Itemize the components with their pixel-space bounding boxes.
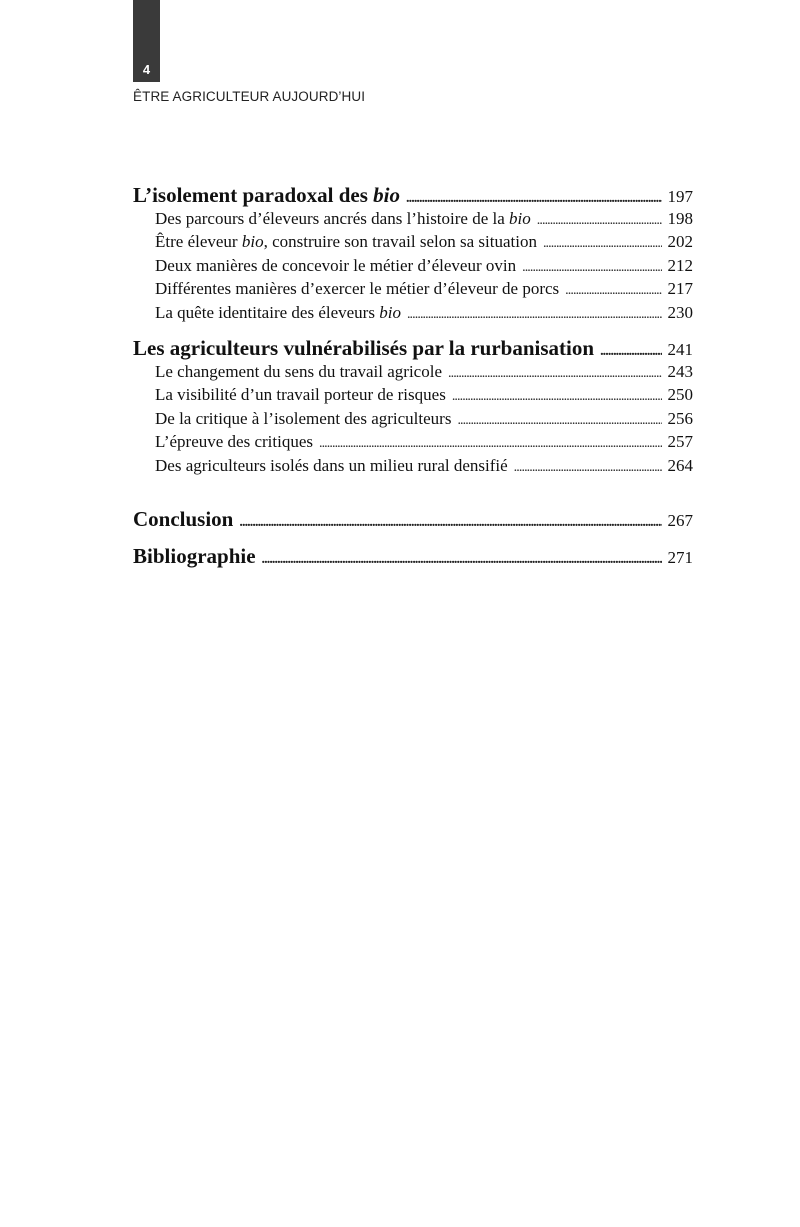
page-ref: 257 xyxy=(667,432,693,452)
toc-section[interactable] xyxy=(133,256,693,279)
dot-leader xyxy=(319,432,662,452)
section-title: Le changement du sens du travail agricole xyxy=(155,361,442,381)
spacer xyxy=(133,479,693,507)
dot-leader xyxy=(452,385,662,405)
page-ref: 202 xyxy=(667,232,693,252)
section-title: L’épreuve des critiques xyxy=(155,432,313,452)
spacer xyxy=(133,326,693,336)
toc-section[interactable] xyxy=(133,456,693,479)
page-ref: 212 xyxy=(667,255,693,275)
page-ref: 256 xyxy=(667,408,693,428)
section-title: Différentes manières d’exercer le métier d’éleveur de porcs xyxy=(155,279,560,299)
page-ref: 271 xyxy=(667,547,693,567)
page-ref: 230 xyxy=(667,302,693,322)
toc-bibliography[interactable] xyxy=(133,544,693,570)
running-title: ÊTRE AGRICULTEUR AUJOURD’HUI xyxy=(133,89,366,104)
dot-leader xyxy=(600,336,661,361)
section-title: La quête identitaire des éleveurs bio xyxy=(155,302,401,322)
dot-leader xyxy=(239,507,661,532)
toc-section[interactable] xyxy=(133,303,693,326)
page-ref: 267 xyxy=(667,510,693,530)
dot-leader xyxy=(448,362,662,382)
page-ref: 250 xyxy=(667,385,693,405)
section-title: Deux manières de concevoir le métier d’éleveur ovin xyxy=(155,255,517,275)
section-title: Des agriculteurs isolés dans un milieu rural densifié xyxy=(155,455,508,475)
dot-leader xyxy=(522,256,661,276)
toc-section[interactable] xyxy=(133,232,693,255)
page-ref: 264 xyxy=(667,455,693,475)
section-title: De la critique à l’isolement des agriculteurs xyxy=(155,408,452,428)
section-title: La visibilité d’un travail porteur de risques xyxy=(155,385,446,405)
page-ref: 243 xyxy=(667,361,693,381)
page-ref: 198 xyxy=(667,209,693,228)
spacer xyxy=(133,533,693,544)
page-ref: 197 xyxy=(667,187,693,206)
page-ref: 241 xyxy=(667,339,693,359)
chapter-title: Bibliographie xyxy=(133,543,256,568)
dot-leader xyxy=(537,209,662,229)
page-ref: 217 xyxy=(667,279,693,299)
toc-conclusion[interactable] xyxy=(133,507,693,533)
page-number: 4 xyxy=(142,62,151,77)
section-title: Être éleveur bio, construire son travail selon sa situation xyxy=(155,232,537,252)
toc-section[interactable] xyxy=(133,432,693,455)
dot-leader xyxy=(407,303,662,323)
chapter-title: L’isolement paradoxal des bio xyxy=(133,183,401,207)
toc-section[interactable] xyxy=(133,279,693,302)
section-title: Des parcours d’éleveurs ancrés dans l’histoire de la bio xyxy=(155,209,531,228)
dot-leader xyxy=(543,232,662,252)
table-of-contents xyxy=(133,183,693,570)
chapter-title: Conclusion xyxy=(133,506,234,531)
toc-chapter-isolement[interactable] xyxy=(133,183,693,209)
dot-leader xyxy=(262,544,662,569)
toc-chapter-rurbanisation[interactable] xyxy=(133,336,693,362)
dot-leader xyxy=(406,183,661,208)
toc-section[interactable] xyxy=(133,409,693,432)
dot-leader xyxy=(514,456,662,476)
page-number-tab xyxy=(133,0,160,82)
toc-section[interactable] xyxy=(133,209,693,232)
toc-section[interactable] xyxy=(133,385,693,408)
toc-section[interactable] xyxy=(133,362,693,385)
chapter-title: Les agriculteurs vulnérabilisés par la rurbanisation xyxy=(133,335,595,360)
dot-leader xyxy=(457,409,661,429)
dot-leader xyxy=(565,279,661,299)
